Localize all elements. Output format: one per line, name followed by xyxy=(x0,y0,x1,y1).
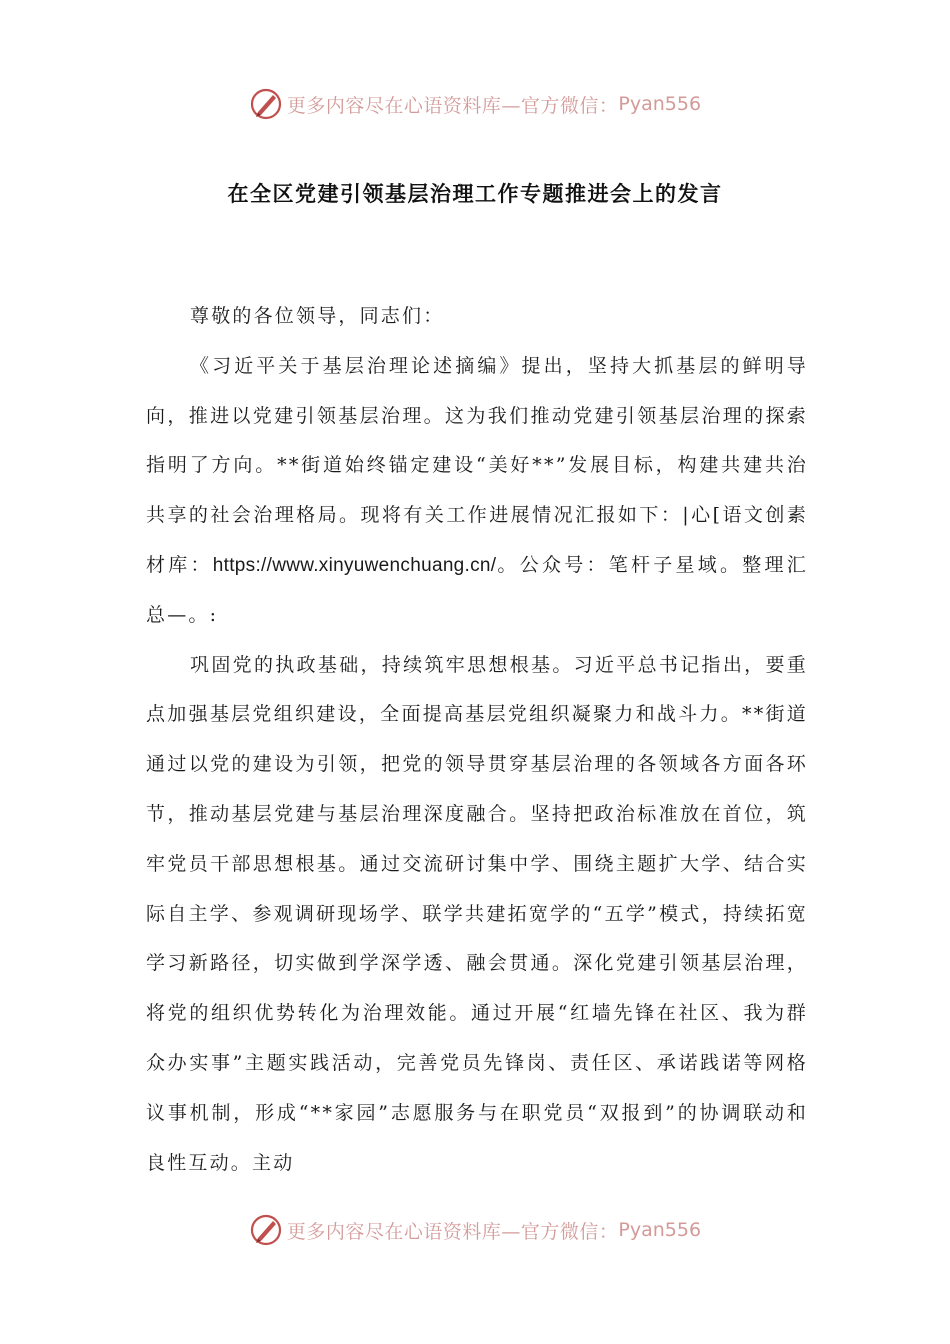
pen-circle-logo-icon xyxy=(249,1213,283,1247)
document-title: 在全区党建引领基层治理工作专题推进会上的发言 xyxy=(227,182,723,206)
banner-text: 更多内容尽在心语资料库—官方微信： xyxy=(286,94,619,117)
banner-text: 更多内容尽在心语资料库—官方微信： xyxy=(286,1220,619,1243)
paragraph-2: 巩固党的执政基础，持续筑牢思想根基。习近平总书记指出，要重点加强基层党组织建设，全面提高基层党组织凝聚力和战斗力。**街道通过以党的建设为引领，把党的领导贯穿基层治理的各领域各方面各环节，推动基层党建与基层治理深度融合。坚持把政治标准放在首位，筑牢党员干部思想根基。通过交流研讨集中学、围绕主题扩大学、结合实际自主学、参观调研现场学、联学共建拓宽学的“五学”模式，持续拓宽学习新路径，切实做到学深学透、融会贯通。深化党建引领基层治理，将党的组织优势转化为治理效能。通过开展“红墙先锋在社区、我为群众办实事”主题实践活动，完善党员先锋岗、责任区、承诺践诺等网格议事机制，形成“**家园”志愿服务与在职党员“双报到”的协调联动和良性互动。主动 xyxy=(146,653,808,1174)
header-banner xyxy=(0,84,950,124)
paragraph-1-text: 《习近平关于基层治理论述摘编》提出，坚持大抓基层的鲜明导向，推进以党建引领基层治理。这为我们推动党建引领基层治理的探索指明了方向。**街道始终锚定建设“美好**”发展目标，构建共建共治共享的社会治理格局。现将有关工作进展情况汇报如下：|心[语文创素材库： xyxy=(146,354,808,576)
paragraph-1 xyxy=(146,342,808,641)
banner-wechat-id: Pyan556 xyxy=(618,93,702,115)
pen-circle-logo-icon xyxy=(249,87,283,121)
source-url-link[interactable]: https://www.xinyuwenchuang.cn/ xyxy=(212,554,497,576)
document-body xyxy=(146,292,808,1188)
salutation: 尊敬的各位领导，同志们： xyxy=(190,305,445,327)
footer-banner xyxy=(0,1210,950,1250)
banner-wechat-id: Pyan556 xyxy=(618,1219,702,1241)
paragraph-1-tail: 。公众号：笔杆子星域。整理汇总—。: xyxy=(146,553,808,626)
